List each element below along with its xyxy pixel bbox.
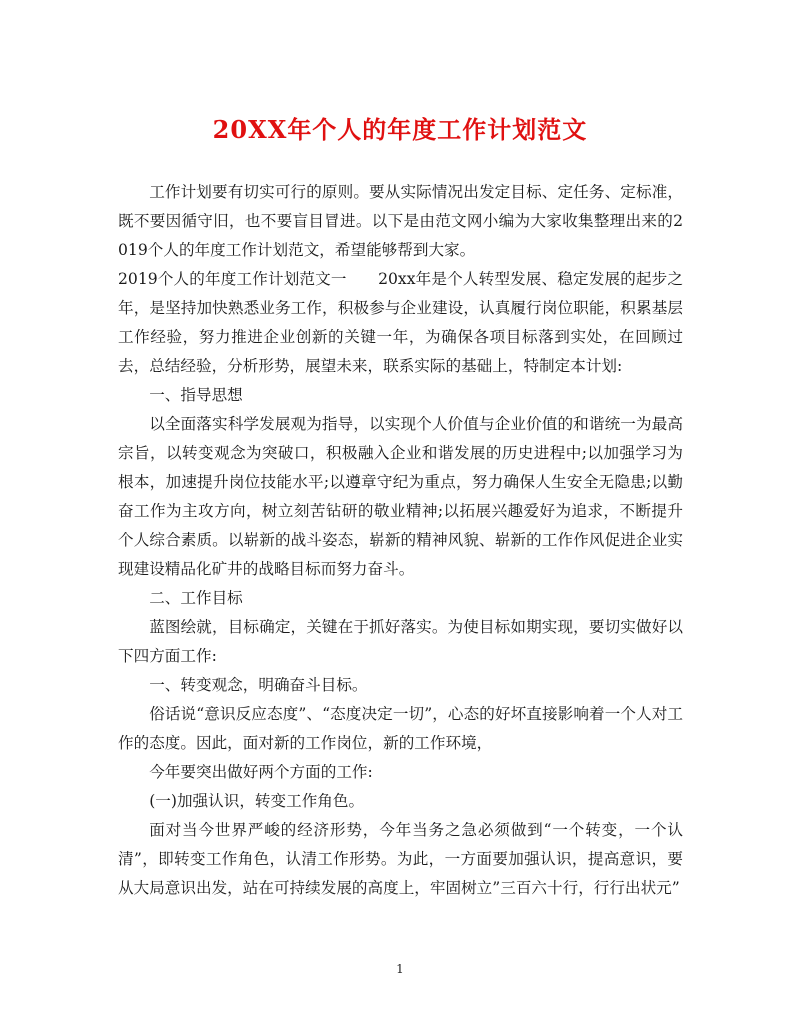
paragraph: 今年要突出做好两个方面的工作:: [149, 763, 373, 781]
document-title: 20XX年个人的年度工作计划范文: [212, 115, 588, 144]
paragraph: 工作计划要有切实可行的原则。要从实际情况出发定目标、定任务、定标准，既不要因循守旧，也不要盲目冒进。以下是由范文网小编为大家收集整理出来的2019个人的年度工作计划范文，希望能够帮到大家。: [118, 183, 683, 259]
paragraph: 一、指导思想: [149, 386, 243, 404]
paragraph: 俗话说“意识反应态度”、“态度决定一切”，心态的好坏直接影响着一个人对工作的态度。因此，面对新的工作岗位，新的工作环境，: [118, 705, 683, 752]
page-number: 1: [396, 962, 404, 976]
paragraph: (一)加强认识，转变工作角色。: [149, 792, 365, 810]
paragraph: 以全面落实科学发展观为指导，以实现个人价值与企业价值的和谐统一为最高宗旨，以转变观念为突破口，积极融入企业和谐发展的历史进程中;以加强学习为根本，加速提升岗位技能水平;以遵章守纪为重点，努力确保人生安全无隐患;以勤奋工作为主攻方向，树立刻苦钻研的敬业精神;以拓展兴趣爱好为追求，不断提升个人综合素质。以崭新的战斗姿态，崭新的精神风貌、崭新的工作作风促进企业实现建设精品化矿井的战略目标而努力奋斗。: [118, 415, 683, 578]
paragraph: 面对当今世界严峻的经济形势，今年当务之急必须做到“一个转变，一个认清”，即转变工作角色，认清工作形势。为此，一方面要加强认识，提高意识，要从大局意识出发，站在可持续发展的高度上，牢固树立”三百六十行，行行出状元”: [118, 821, 683, 897]
paragraph: 二、工作目标: [149, 589, 243, 607]
paragraph: 蓝图绘就，目标确定，关键在于抓好落实。为使目标如期实现，要切实做好以下四方面工作:: [118, 618, 683, 665]
paragraph: 2019个人的年度工作计划范文一 20xx年是个人转型发展、稳定发展的起步之年，是坚持加快熟悉业务工作，积极参与企业建设，认真履行岗位职能，积累基层工作经验，努力推进企业创新的关键一年，为确保各项目标落到实处，在回顾过去，总结经验，分析形势，展望未来，联系实际的基础上，特制定本计划:: [118, 270, 683, 375]
paragraph: 一、转变观念，明确奋斗目标。: [149, 676, 368, 694]
document-body: [118, 178, 683, 903]
